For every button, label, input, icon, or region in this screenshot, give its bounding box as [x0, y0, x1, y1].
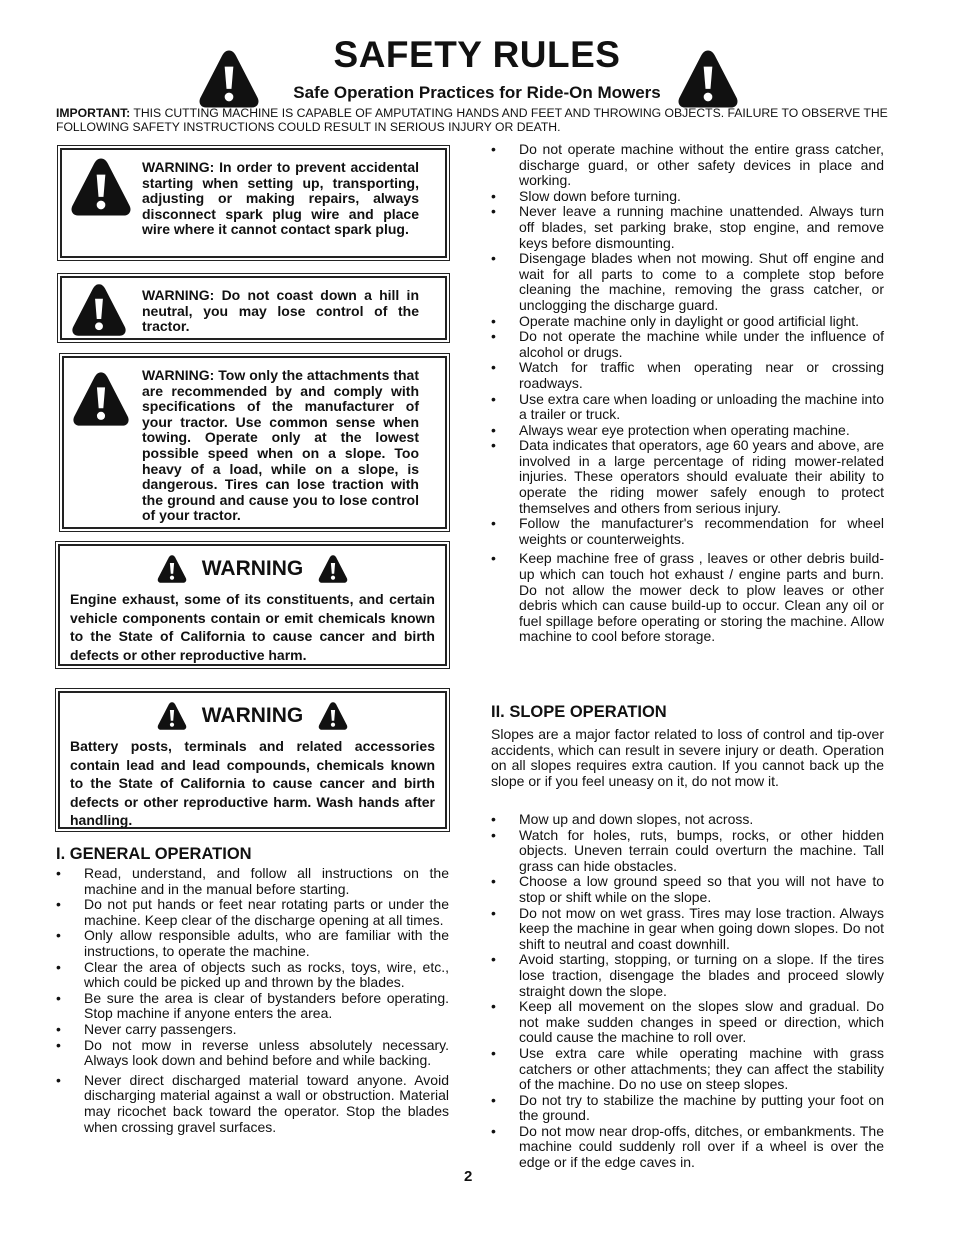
- list-item: • Avoid starting, stopping, or turning on a slope. If the tires lose traction, disengage the blades and proceed slowly straight down the slope.: [491, 952, 884, 999]
- warning-triangle-icon: [672, 48, 744, 110]
- list-item: • Data indicates that operators, age 60 years and above, are involved in a large percentage of riding mower-related injuries. These operators should evaluate their ability to operate the riding mower safely enough to protect themselves and others from serious injury.: [491, 438, 884, 516]
- warning-text: WARNING: Do not coast down a hill in neutral, you may lose control of the tractor.: [142, 287, 419, 335]
- page-subtitle: Safe Operation Practices for Ride-On Mowers: [293, 83, 661, 102]
- prop65-heading: [60, 552, 445, 586]
- page-number: 2: [464, 1168, 473, 1185]
- section-heading-slope-operation: II. SLOPE OPERATION: [491, 703, 667, 721]
- list-item: • Use extra care when loading or unloading the machine into a trailer or truck.: [491, 392, 884, 423]
- list-item: • Choose a low ground speed so that you will not have to stop or shift while on the slope.: [491, 874, 884, 905]
- list-item: • Slow down before turning.: [491, 189, 884, 205]
- warning-text: WARNING: Tow only the attachments that are recommended by and comply with specifications of the manufacturer of your tractor. Use common sense when towing. Operate only at the lowest possible speed when on a slope. Too heavy of a load, while on a slope, is dangerous. Tires can lose traction with the ground and cause you to lose control of your tractor.: [142, 367, 419, 524]
- warning-triangle-icon: [70, 156, 132, 218]
- list-item: • Do not try to stabilize the machine by putting your foot on the ground.: [491, 1093, 884, 1124]
- list-item: • Do not mow on wet grass. Tires may lose traction. Always keep the machine in gear when going down slopes. Do not shift to neutral and coast downhill.: [491, 906, 884, 953]
- warning-box-towing: [62, 356, 447, 529]
- list-item: • Do not operate the machine while under the influence of alcohol or drugs.: [491, 329, 884, 360]
- list-item: • Read, understand, and follow all instructions on the machine and in the manual before starting.: [56, 866, 449, 897]
- prop65-text: Battery posts, terminals and related accessories contain lead and lead compounds, chemicals known to the State of California to cause cancer and birth defects or other reproductive harm. Wash hands after handling.: [70, 738, 435, 828]
- page-title: SAFETY RULES: [333, 34, 621, 75]
- warning-heading: WARNING: [201, 557, 304, 580]
- general-operation-list-continued: [491, 142, 884, 645]
- list-item: • Be sure the area is clear of bystanders before operating. Stop machine if anyone enters the area.: [56, 991, 449, 1022]
- list-item: • Do not operate machine without the entire grass catcher, discharge guard, or other safety devices in place and working.: [491, 142, 884, 189]
- warning-triangle-icon: [317, 554, 349, 584]
- prop65-box-exhaust: [58, 544, 447, 666]
- list-item: • Never carry passengers.: [56, 1022, 449, 1038]
- list-item: • Do not mow in reverse unless absolutely necessary. Always look down and behind before and while backing.: [56, 1038, 449, 1069]
- list-item: • Use extra care while operating machine with grass catchers or other attachments; they can affect the stability of the machine. Do no use on steep slopes.: [491, 1046, 884, 1093]
- list-item: • Never leave a running machine unattended. Always turn off blades, set parking brake, stop engine, and remove keys before dismounting.: [491, 204, 884, 251]
- list-item: • Do not put hands or feet near rotating parts or under the machine. Keep clear of the discharge opening at all times.: [56, 897, 449, 928]
- list-item: • Follow the manufacturer's recommendation for wheel weights or counterweights.: [491, 516, 884, 547]
- prop65-box-battery: [58, 691, 447, 829]
- list-item: • Do not mow near drop-offs, ditches, or embankments. The machine could suddenly roll over if a wheel is over the edge or if the edge caves in.: [491, 1124, 884, 1171]
- list-item: • Always wear eye protection when operating machine.: [491, 423, 884, 439]
- warning-triangle-icon: [156, 701, 188, 731]
- important-text: THIS CUTTING MACHINE IS CAPABLE OF AMPUTATING HANDS AND FEET AND THROWING OBJECTS. FAILURE TO OBSERVE THE FOLLOWING SAFETY INSTRUCTIONS COULD RESULT IN SERIOUS INJURY OR DEATH.: [56, 106, 888, 134]
- slope-operation-list: [491, 812, 884, 1171]
- warning-box-coasting: [60, 276, 447, 340]
- list-item: • Disengage blades when not mowing. Shut off engine and wait for all parts to come to a complete stop before cleaning the machine, removing the grass catcher, or unclogging the discharge guard.: [491, 251, 884, 313]
- list-item: • Keep all movement on the slopes slow and gradual. Do not make sudden changes in speed or direction, which could cause the machine to roll over.: [491, 999, 884, 1046]
- list-item: • Only allow responsible adults, who are familiar with the instructions, to operate the machine.: [56, 928, 449, 959]
- warning-triangle-icon: [72, 370, 130, 428]
- list-item: • Clear the area of objects such as rocks, toys, wire, etc., which could be picked up and thrown by the blades.: [56, 960, 449, 991]
- list-item: • Never direct discharged material toward anyone. Avoid discharging material against a wall or obstruction. Material may ricochet back toward the operator. Stop the blades when crossing gravel surfaces.: [56, 1073, 449, 1135]
- list-item: • Watch for holes, ruts, bumps, rocks, or other hidden objects. Uneven terrain could overturn the machine. Tall grass can hide obstacles.: [491, 828, 884, 875]
- prop65-text: Engine exhaust, some of its constituents, and certain vehicle components contain or emit chemicals known to the State of California to cause cancer and birth defects or other reproductive harm.: [70, 591, 435, 663]
- warning-triangle-icon: [70, 282, 128, 338]
- section-heading-general-operation: I. GENERAL OPERATION: [56, 845, 252, 863]
- list-item: • Mow up and down slopes, not across.: [491, 812, 884, 828]
- warning-heading: WARNING: [201, 704, 304, 727]
- list-item: • Keep machine free of grass , leaves or other debris build-up which can touch hot exhaust / engine parts and burn. Do not allow the mower deck to plow leaves or other debris which can cause build-up to occur. Clean any oil or fuel spillage before operating or storing the machine. Allow machine to cool before storage.: [491, 551, 884, 645]
- general-operation-list: [56, 866, 449, 1135]
- list-item: • Operate machine only in daylight or good artificial light.: [491, 314, 884, 330]
- slope-intro-text: Slopes are a major factor related to loss of control and tip-over accidents, which can result in severe injury or death. Operation on all slopes requires extra caution. If you cannot back up the slope or if you feel uneasy on it, do not mow it.: [491, 726, 884, 789]
- important-label: IMPORTANT:: [56, 106, 131, 120]
- warning-box-spark-plug: [60, 148, 447, 258]
- list-item: • Watch for traffic when operating near or crossing roadways.: [491, 360, 884, 391]
- warning-triangle-icon: [156, 554, 188, 584]
- warning-text: WARNING: In order to prevent accidental starting when setting up, transporting, adjusting or making repairs, always disconnect spark plug wire and place wire where it cannot contact spark plug.: [142, 159, 419, 238]
- prop65-heading: [60, 699, 445, 733]
- important-notice: [56, 107, 896, 134]
- warning-triangle-icon: [317, 701, 349, 731]
